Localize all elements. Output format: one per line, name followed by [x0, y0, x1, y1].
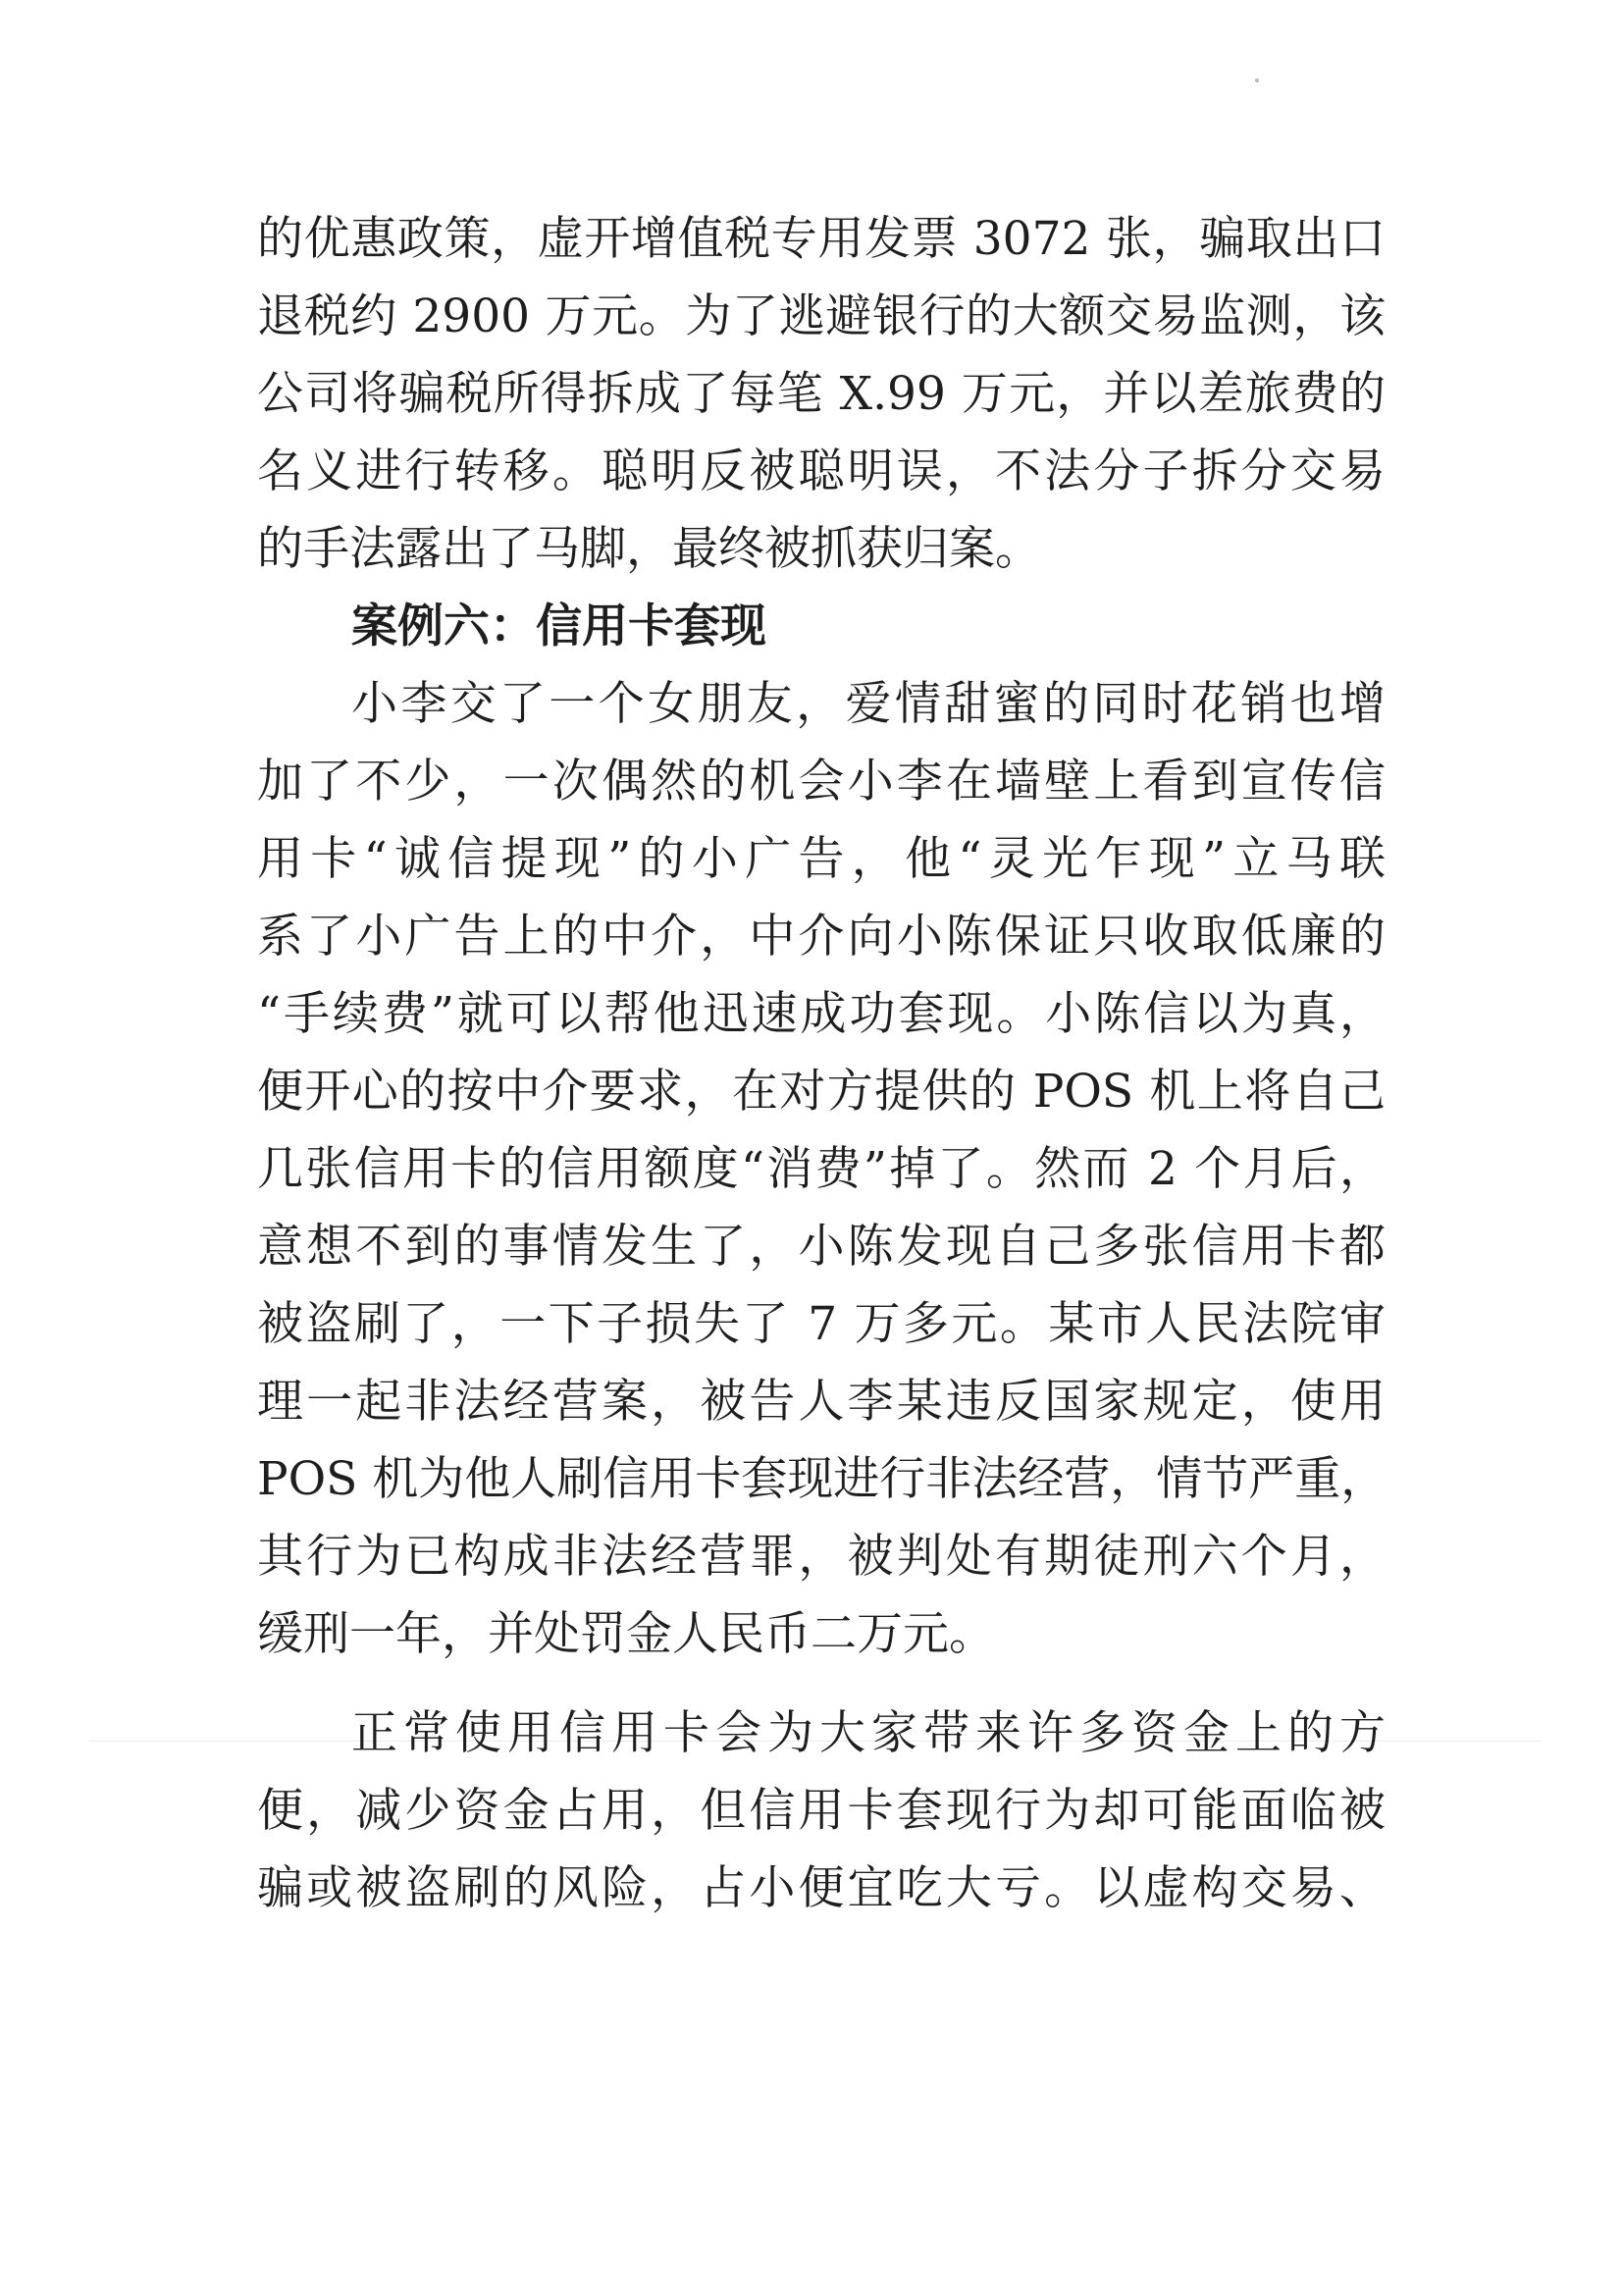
text-line: 骗或被盗刷的风险，占小便宜吃大亏。以虚构交易、: [257, 1861, 1386, 1915]
scan-speck: [1255, 78, 1259, 82]
text-line: 意想不到的事情发生了，小陈发现自己多张信用卡都: [257, 1220, 1386, 1274]
text-line: POS 机为他人刷信用卡套现进行非法经营，情节严重，: [257, 1452, 1387, 1506]
text-line: 的手法露出了马脚，最终被抓获归案。: [257, 522, 1041, 576]
text-line: 正常使用信用卡会为大家带来许多资金上的方: [351, 1706, 1386, 1760]
text-line: 便，减少资金占用，但信用卡套现行为却可能面临被: [257, 1784, 1386, 1838]
text-line: 理一起非法经营案，被告人李某违反国家规定，使用: [257, 1375, 1386, 1429]
text-line: “手续费”就可以帮他迅速成功套现。小陈信以为真，: [257, 987, 1386, 1041]
paragraph-gap: [257, 1673, 1386, 1695]
text-line: 缓刑一年，并处罚金人民币二万元。: [257, 1607, 995, 1661]
text-line: 其行为已构成非法经营罪，被判处有期徒刑六个月，: [257, 1530, 1386, 1584]
text-line: 几张信用卡的信用额度“消费”掉了。然而 2 个月后，: [257, 1142, 1386, 1196]
text-line: 小李交了一个女朋友，爱情甜蜜的同时花销也增: [351, 677, 1386, 731]
text-line: 名义进行转移。聪明反被聪明误，不法分子拆分交易: [257, 444, 1386, 498]
section-heading: 案例六：信用卡套现: [351, 600, 766, 653]
text-line: 被盗刷了，一下子损失了 7 万多元。某市人民法院审: [257, 1297, 1386, 1351]
text-line: 退税约 2900 万元。为了逃避银行的大额交易监测，该: [257, 289, 1386, 343]
body-text: [257, 200, 1386, 1927]
text-line: 便开心的按中介要求，在对方提供的 POS 机上将自己: [257, 1065, 1386, 1119]
text-line: 公司将骗税所得拆成了每笔 X.99 万元，并以差旅费的: [257, 367, 1386, 421]
text-line: 系了小广告上的中介，中介向小陈保证只收取低廉的: [257, 910, 1386, 964]
text-line: 用卡“诚信提现”的小广告，他“灵光乍现”立马联: [257, 832, 1386, 886]
text-line: 的优惠政策，虚开增值税专用发票 3072 张，骗取出口: [257, 212, 1386, 266]
text-line: 加了不少，一次偶然的机会小李在墙壁上看到宣传信: [257, 755, 1386, 809]
